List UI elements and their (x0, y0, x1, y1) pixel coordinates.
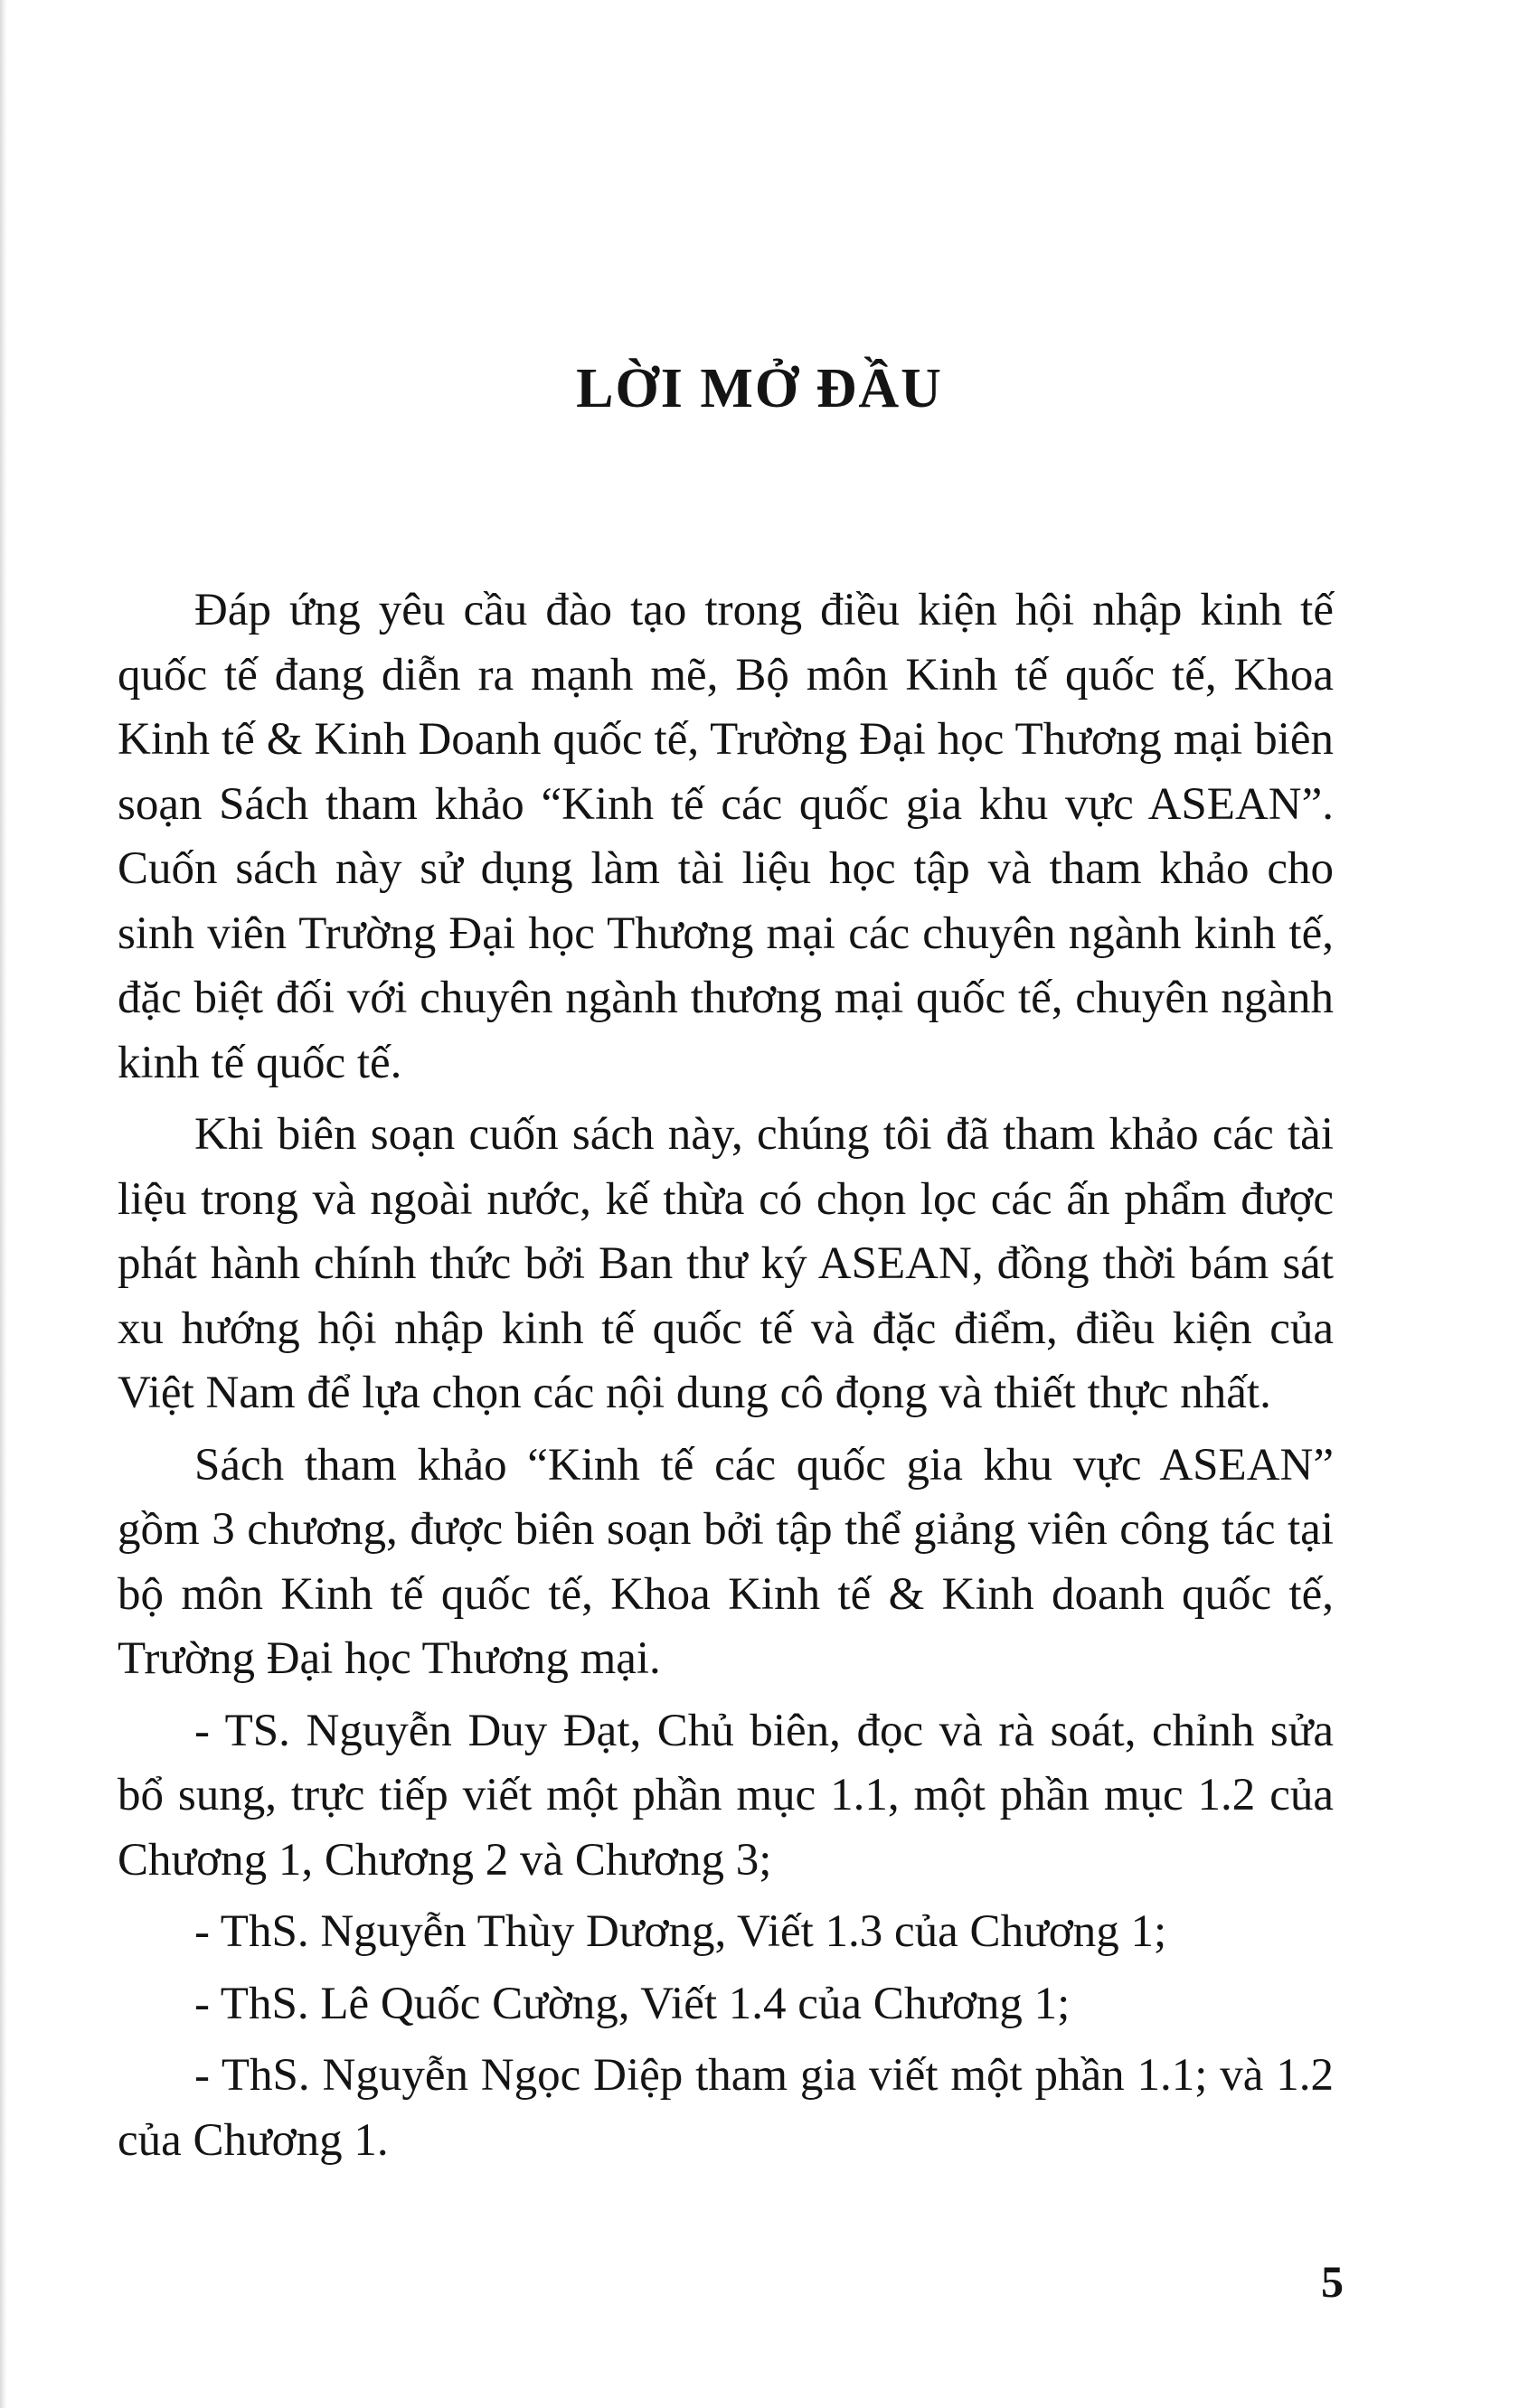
page-number: 5 (1321, 2256, 1344, 2307)
paragraph-2: Khi biên soạn cuốn sách này, chúng tôi đã tham khảo các tài liệu trong và ngoài nước, kế thừa có chọn lọc các ấn phẩm được phát hành chính thức bởi Ban thư ký ASEAN, đồng thời bám sát xu hướng hội nhập kinh tế quốc tế và đặc điểm, điều kiện của Việt Nam để lựa chọn các nội dung cô đọng và thiết thực nhất. (118, 1109, 1334, 1418)
author-item-2: - ThS. Nguyễn Thùy Dương, Viết 1.3 của Chương 1; (194, 1906, 1167, 1957)
author-item-3: - ThS. Lê Quốc Cường, Viết 1.4 của Chương 1; (194, 1978, 1071, 2029)
page-title: LỜI MỞ ĐẦU (576, 358, 943, 419)
body-text (118, 578, 1334, 2180)
author-item-4: - ThS. Nguyễn Ngọc Diệp tham gia viết một phần 1.1; và 1.2 của Chương 1. (118, 2050, 1334, 2166)
paragraph-3: Sách tham khảo “Kinh tế các quốc gia khu vực ASEAN” gồm 3 chương, được biên soạn bởi tập thể giảng viên công tác tại bộ môn Kinh tế quốc tế, Khoa Kinh tế & Kinh doanh quốc tế, Trường Đại học Thương mại. (118, 1439, 1334, 1684)
paragraph-1: Đáp ứng yêu cầu đào tạo trong điều kiện hội nhập kinh tế quốc tế đang diễn ra mạnh mẽ, Bộ môn Kinh tế quốc tế, Khoa Kinh tế & Kinh Doanh quốc tế, Trường Đại học Thương mại biên soạn Sách tham khảo “Kinh tế các quốc gia khu vực ASEAN”. Cuốn sách này sử dụng làm tài liệu học tập và tham khảo cho sinh viên Trường Đại học Thương mại các chuyên ngành kinh tế, đặc biệt đối với chuyên ngành thương mại quốc tế, chuyên ngành kinh tế quốc tế. (118, 585, 1334, 1088)
author-item-1: - TS. Nguyễn Duy Đạt, Chủ biên, đọc và rà soát, chỉnh sửa bổ sung, trực tiếp viết một phần mục 1.1, một phần mục 1.2 của Chương 1, Chương 2 và Chương 3; (118, 1705, 1334, 1886)
